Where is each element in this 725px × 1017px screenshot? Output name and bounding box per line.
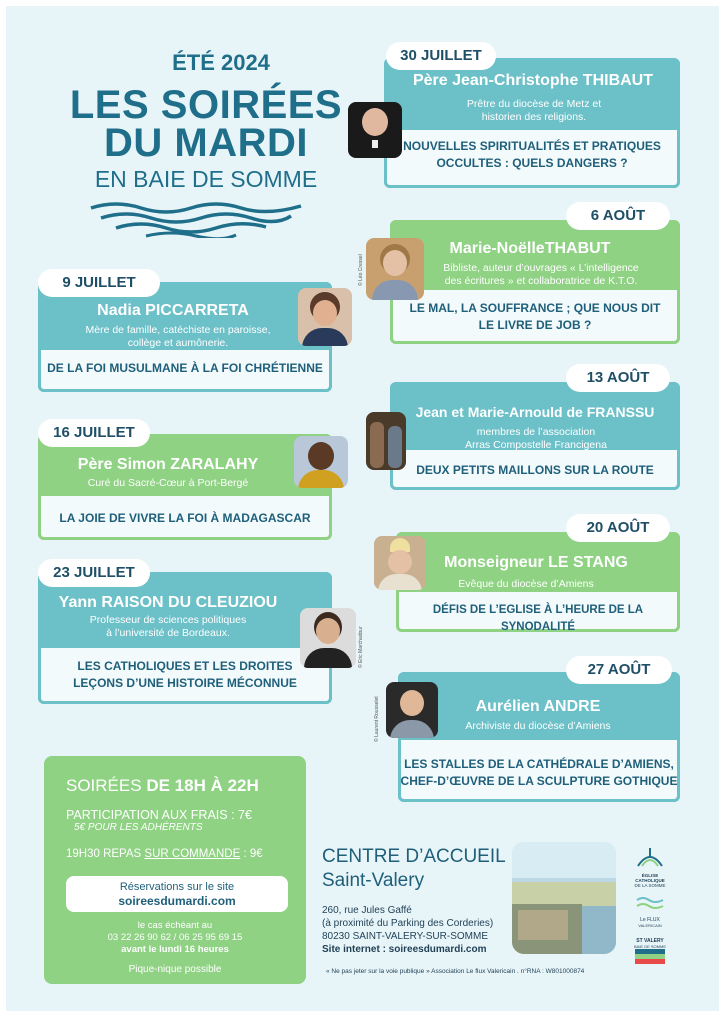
topic-line-1: LES CATHOLIQUES ET LES DROITES xyxy=(77,659,293,673)
event-date: 23 JUILLET xyxy=(38,559,150,587)
topic-line-2: OCCULTES : QUELS DANGERS ? xyxy=(436,156,628,170)
venue-address xyxy=(322,904,522,956)
speaker-role xyxy=(426,426,646,452)
role-line-1: membres de l’association xyxy=(476,426,596,438)
event-date: 27 AOÛT xyxy=(566,656,672,684)
speaker-role xyxy=(426,262,656,288)
photo-credit: © Eric Marchadour xyxy=(358,626,364,668)
speaker-photo-le-stang xyxy=(374,536,426,590)
phone-deadline: avant le lundi 16 heures xyxy=(121,944,229,955)
speaker-role xyxy=(416,578,636,591)
role-line-2: des écritures » et collaboratrice de K.T.O. xyxy=(444,275,638,287)
topic-line-1: LA JOIE DE VIVRE LA FOI À MADAGASCAR xyxy=(59,511,311,525)
speaker-photo-simon xyxy=(294,436,348,488)
phone-info xyxy=(44,920,306,956)
address-line-3: 80230 SAINT-VALERY-SUR-SOMME xyxy=(322,931,488,942)
event-date: 6 AOÛT xyxy=(566,202,670,230)
fee-members: 5€ POUR LES ADHÉRENTS xyxy=(74,822,203,833)
flux-waves-icon xyxy=(635,894,665,912)
event-topic xyxy=(398,756,680,790)
event-date: 16 JUILLET xyxy=(38,419,150,447)
role-line-1: Bibliste, auteur d’ouvrages « L’intelligence xyxy=(443,262,639,274)
topic-line-2: LEÇONS D’UNE HISTOIRE MÉCONNUE xyxy=(73,676,297,690)
topic-line-1: DE LA FOI MUSULMANE À LA FOI CHRÉTIENNE xyxy=(47,361,323,375)
event-date: 13 AOÛT xyxy=(566,364,670,392)
phone-numbers: 03 22 26 90 62 / 06 25 95 69 15 xyxy=(107,932,243,943)
event-card-20-aout xyxy=(396,519,680,633)
speaker-role xyxy=(58,324,298,350)
role-line-2: Arras Compostelle Francigena xyxy=(465,439,607,451)
venue-title: CENTRE D’ACCUEIL xyxy=(322,846,506,867)
speaker-role xyxy=(58,477,278,490)
event-date: 20 AOÛT xyxy=(566,514,670,542)
logo-1-line-2: DE LA SOMME xyxy=(634,883,666,888)
poster-subtitle: EN BAIE DE SOMME xyxy=(94,166,318,192)
topic-line-1: DÉFIS DE L’EGLISE À L’HEURE DE LA SYNODALITÉ xyxy=(432,604,644,633)
meal-order: SUR COMMANDE xyxy=(144,848,241,860)
speaker-photo-andre xyxy=(386,682,438,738)
event-topic xyxy=(38,510,332,527)
photo-credit: © Laurent Rousselet xyxy=(374,696,380,742)
church-icon xyxy=(636,846,664,868)
event-topic xyxy=(38,658,332,692)
event-topic xyxy=(390,300,680,334)
role-line-1: Professeur de sciences politiques xyxy=(89,614,247,626)
event-topic xyxy=(396,602,680,636)
event-card-16-juillet xyxy=(38,424,332,540)
waves-icon xyxy=(86,198,306,238)
venue-subtitle: Saint-Valery xyxy=(322,870,425,891)
hours-prefix: SOIRÉES xyxy=(66,776,142,795)
event-topic xyxy=(384,138,680,172)
speaker-name: Monseigneur LE STANG xyxy=(444,554,628,571)
address-line-2: (à proximité du Parking des Corderies) xyxy=(322,918,494,929)
event-date: 9 JUILLET xyxy=(38,269,160,297)
topic-line-1: NOUVELLES SPIRITUALITÉS ET PRATIQUES xyxy=(403,139,661,153)
speaker-name: Nadia PICCARRETA xyxy=(97,302,249,319)
role-line-2: à l’université de Bordeaux. xyxy=(106,627,230,639)
phone-intro: le cas échéant au xyxy=(137,920,213,931)
church-logo xyxy=(630,846,670,888)
topic-line-1: DEUX PETITS MAILLONS SUR LA ROUTE xyxy=(416,463,654,477)
speaker-name: Jean et Marie-Arnould de FRANSSU xyxy=(415,404,655,420)
event-topic xyxy=(390,462,680,479)
aerial-photo xyxy=(512,842,616,954)
logo-1-line-1: ÉGLISE CATHOLIQUE xyxy=(635,873,665,883)
topic-line-2: LE LIVRE DE JOB ? xyxy=(478,318,592,332)
event-card-23-juillet xyxy=(38,564,332,704)
reservation-box xyxy=(66,876,288,912)
photo-credit: © Léo Cressel xyxy=(358,254,364,286)
meal-price: : 9€ xyxy=(243,848,263,860)
speaker-name: Père Simon ZARALAHY xyxy=(77,456,259,473)
topic-line-2: CHEF-D’ŒUVRE DE LA SCULPTURE GOTHIQUE xyxy=(400,774,678,788)
hours xyxy=(44,776,306,796)
event-card-13-aout xyxy=(390,369,680,490)
event-card-6-aout xyxy=(390,207,680,344)
event-card-9-juillet xyxy=(38,274,332,392)
role-line-1: Archiviste du diocèse d’Amiens xyxy=(465,720,611,732)
flux-logo xyxy=(630,894,670,934)
reservation-link[interactable]: soireesdumardi.com xyxy=(118,894,236,908)
venue-website[interactable]: Site internet : soireesdumardi.com xyxy=(322,944,487,955)
title-line-1: LES SOIRÉES xyxy=(69,83,343,127)
speaker-name: Père Jean-Christophe THIBAUT xyxy=(412,72,654,89)
role-line-2: collège et aumônerie. xyxy=(127,337,229,349)
title-line-2: DU MARDI xyxy=(104,121,308,165)
role-line-1: Curé du Sacré-Cœur à Port-Bergé xyxy=(87,477,249,489)
role-line-2: historien des religions. xyxy=(481,111,587,123)
stvalery-icon xyxy=(635,949,665,965)
role-line-1: Evêque du diocèse d’Amiens xyxy=(458,578,594,590)
speaker-name: Yann RAISON DU CLEUZIOU xyxy=(58,594,278,611)
role-line-1: Prêtre du diocèse de Metz et xyxy=(466,98,602,110)
meal xyxy=(44,848,306,860)
poster xyxy=(6,6,719,1011)
speaker-name: Marie-NoëlleTHABUT xyxy=(449,240,611,257)
season-label: ÉTÉ 2024 xyxy=(172,50,270,75)
fee: PARTICIPATION AUX FRAIS : 7€ xyxy=(66,808,252,822)
address-line-1: 260, rue Jules Gaffé xyxy=(322,905,412,916)
speaker-role xyxy=(424,98,644,124)
speaker-photo-yann xyxy=(300,608,356,668)
speaker-photo-franssu xyxy=(366,412,406,470)
event-date: 30 JUILLET xyxy=(386,42,496,70)
logo-2-line-2: VALERICAIN xyxy=(638,923,662,928)
role-line-1: Mère de famille, catéchiste en paroisse, xyxy=(85,324,271,336)
speaker-photo-thibaut xyxy=(348,102,402,158)
partner-logos xyxy=(630,846,670,972)
footer-note: « Ne pas jeter sur la voie publique » Association Le flux Valericain . n°RNA : W801000874 xyxy=(326,968,585,975)
topic-line-1: LES STALLES DE LA CATHÉDRALE D’AMIENS, xyxy=(404,757,674,771)
topic-line-1: LE MAL, LA SOUFFRANCE ; QUE NOUS DIT xyxy=(409,301,661,315)
hours-value: DE 18H À 22H xyxy=(146,776,259,795)
speaker-name: Aurélien ANDRE xyxy=(475,698,601,715)
event-topic xyxy=(38,360,332,377)
speaker-role xyxy=(58,614,278,640)
event-card-27-aout xyxy=(398,661,680,802)
stvalery-logo xyxy=(630,938,670,972)
speaker-photo-thabut xyxy=(366,238,424,300)
logo-3-line-2: BAIE DE SOMME xyxy=(633,944,666,949)
event-card-30-juillet xyxy=(384,47,680,188)
logo-3-line-1: ST VALERY xyxy=(636,938,664,944)
practical-info xyxy=(44,756,306,984)
picnic-note: Pique-nique possible xyxy=(128,964,222,975)
reservation-label: Réservations sur le site xyxy=(119,881,235,893)
speaker-photo-nadia xyxy=(298,288,352,346)
logo-2-line-1: Le FLUX xyxy=(640,917,660,923)
poster-title xyxy=(46,83,366,165)
speaker-role xyxy=(438,720,638,733)
meal-prefix: 19H30 REPAS xyxy=(66,848,142,860)
